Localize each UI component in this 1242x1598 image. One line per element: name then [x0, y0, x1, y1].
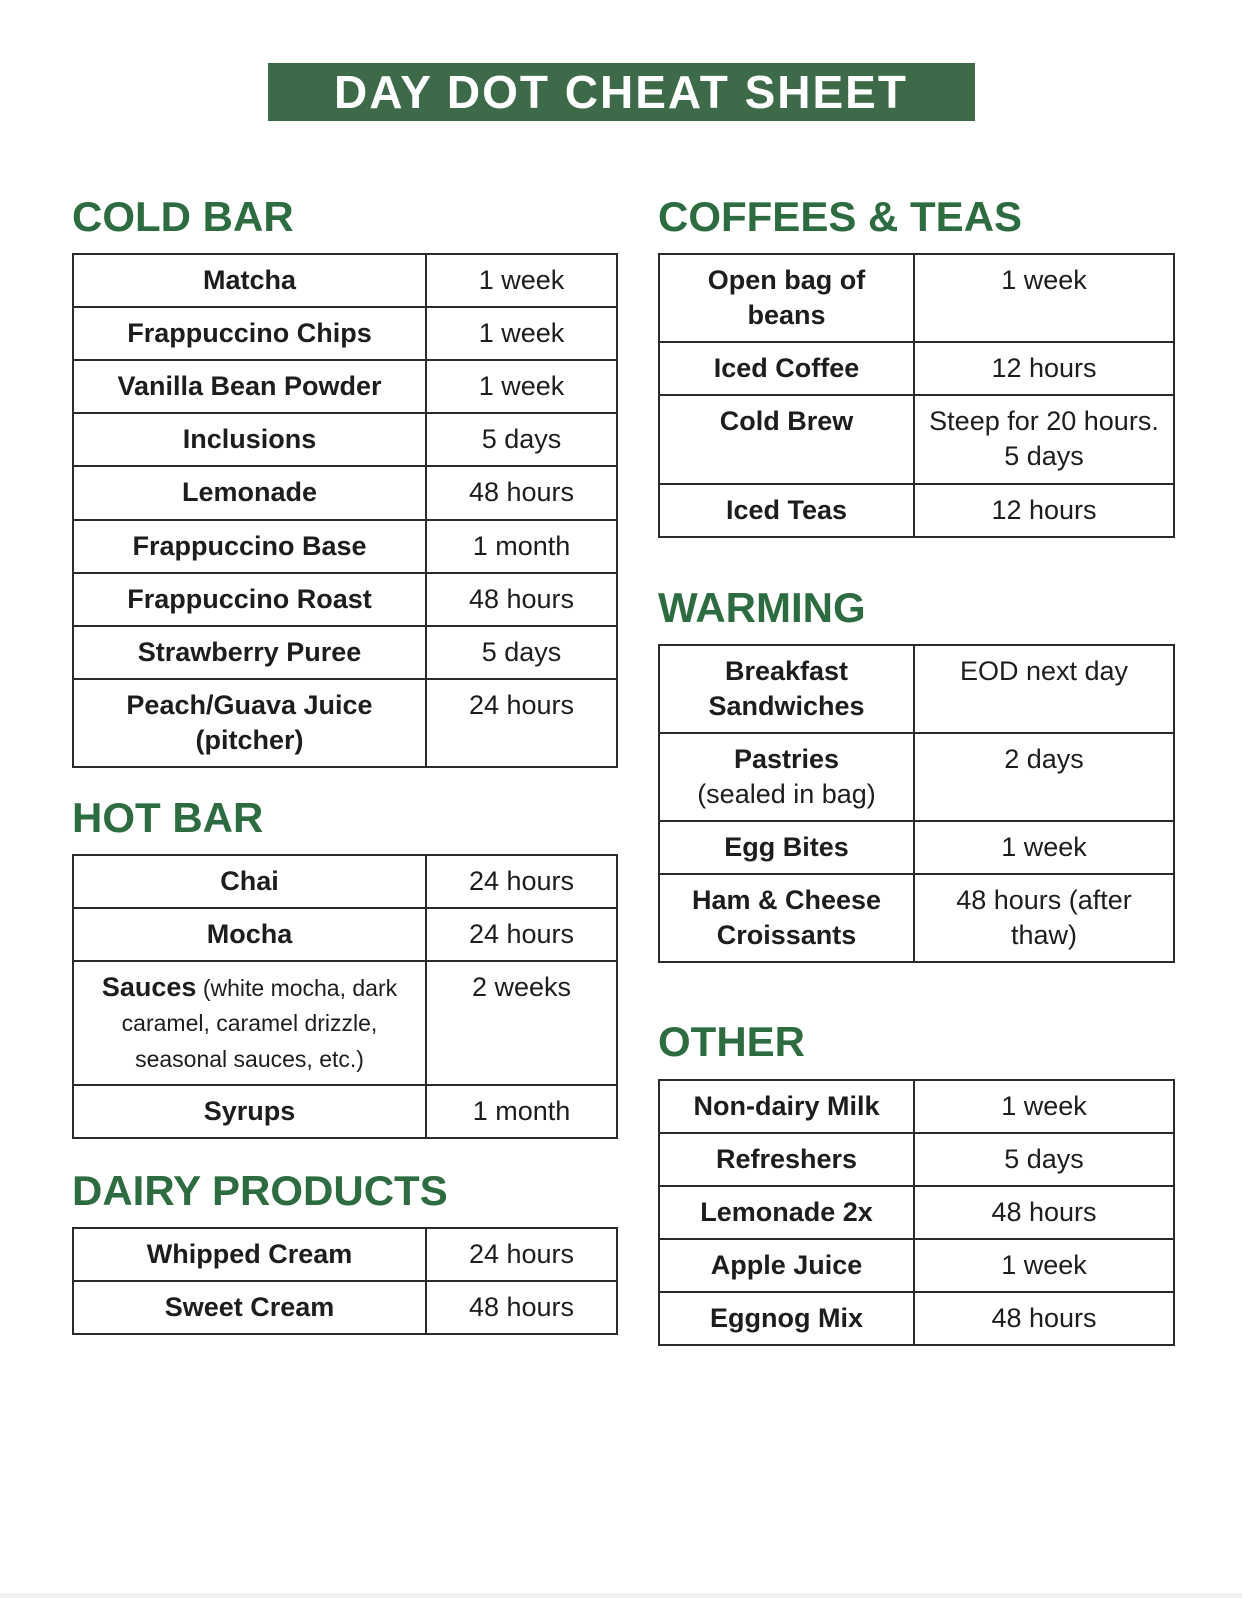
item-label: Cold Brew [659, 395, 914, 483]
right-column [658, 195, 1175, 1346]
table-cold-bar [72, 253, 618, 768]
table-row [659, 1186, 1174, 1239]
table-row [73, 679, 617, 767]
table-row [659, 733, 1174, 821]
item-value: 48 hours [426, 466, 617, 519]
item-label-bold: Pastries [733, 743, 840, 774]
item-label [659, 733, 914, 821]
item-label: Inclusions [73, 413, 426, 466]
item-value: EOD next day [914, 645, 1174, 733]
page-title: DAY DOT CHEAT SHEET [334, 66, 908, 118]
item-label: Non-dairy Milk [659, 1080, 914, 1133]
table-row [73, 360, 617, 413]
item-value: 1 week [426, 307, 617, 360]
item-label: Mocha [73, 908, 426, 961]
item-value: 1 week [914, 1080, 1174, 1133]
page-bottom-edge [0, 1593, 1242, 1598]
table-dairy-products [72, 1227, 618, 1335]
table-row [659, 395, 1174, 483]
item-value: 5 days [426, 626, 617, 679]
item-value: 48 hours [914, 1292, 1174, 1345]
item-value: 1 week [914, 254, 1174, 342]
item-label-note: (white mocha, dark caramel, caramel drizzle, seasonal sauces, etc.) [121, 975, 398, 1072]
item-value: 2 weeks [426, 961, 617, 1084]
item-label: Iced Teas [659, 484, 914, 537]
item-value: 1 week [426, 254, 617, 307]
item-label: Frappuccino Chips [73, 307, 426, 360]
item-value: 48 hours [914, 1186, 1174, 1239]
item-label: Whipped Cream [73, 1228, 426, 1281]
item-label: Vanilla Bean Powder [73, 360, 426, 413]
item-value: 12 hours [914, 484, 1174, 537]
table-row [73, 413, 617, 466]
item-label: Eggnog Mix [659, 1292, 914, 1345]
item-label: Strawberry Puree [73, 626, 426, 679]
table-row [659, 484, 1174, 537]
item-value: 2 days [914, 733, 1174, 821]
item-label: Egg Bites [659, 821, 914, 874]
item-label: Frappuccino Roast [73, 573, 426, 626]
table-row [659, 254, 1174, 342]
table-warming [658, 644, 1175, 964]
item-value: 24 hours [426, 855, 617, 908]
item-label: Lemonade [73, 466, 426, 519]
item-value: 24 hours [426, 679, 617, 767]
left-column [72, 195, 618, 1335]
item-label: Sweet Cream [73, 1281, 426, 1334]
table-row [659, 342, 1174, 395]
item-value: 1 month [426, 520, 617, 573]
item-label: Lemonade 2x [659, 1186, 914, 1239]
table-row [659, 1080, 1174, 1133]
table-row [73, 573, 617, 626]
table-row [73, 1228, 617, 1281]
table-other [658, 1079, 1175, 1346]
item-value: 1 week [914, 821, 1174, 874]
item-value: 5 days [914, 1133, 1174, 1186]
item-label: Frappuccino Base [73, 520, 426, 573]
table-coffees-teas [658, 253, 1175, 538]
table-row [73, 307, 617, 360]
table-row [73, 908, 617, 961]
item-label-bold: Sauces [101, 972, 197, 1003]
section-heading-dairy-products: DAIRY PRODUCTS [72, 1166, 448, 1214]
item-label: Iced Coffee [659, 342, 914, 395]
table-row [659, 1133, 1174, 1186]
table-row [73, 254, 617, 307]
table-row [73, 855, 617, 908]
section-heading-coffees-teas: COFFEES & TEAS [658, 193, 1023, 240]
table-row [73, 961, 617, 1084]
table-row [73, 1085, 617, 1138]
item-label-note: (sealed in bag) [697, 779, 876, 810]
item-label: Open bag of beans [659, 254, 914, 342]
item-label: Ham & Cheese Croissants [659, 874, 914, 962]
section-heading-warming: WARMING [658, 583, 866, 631]
item-value: 5 days [426, 413, 617, 466]
item-value: Steep for 20 hours. 5 days [914, 395, 1174, 483]
table-row [73, 520, 617, 573]
item-label: Refreshers [659, 1133, 914, 1186]
table-row [73, 466, 617, 519]
page-title-banner [268, 63, 975, 121]
item-label: Apple Juice [659, 1239, 914, 1292]
table-row [659, 874, 1174, 962]
item-value: 24 hours [426, 908, 617, 961]
item-value: 1 week [914, 1239, 1174, 1292]
content-columns [72, 195, 1242, 1346]
item-label: Peach/Guava Juice (pitcher) [73, 679, 426, 767]
section-heading-other: OTHER [658, 1018, 805, 1066]
item-value: 1 month [426, 1085, 617, 1138]
section-heading-hot-bar: HOT BAR [72, 794, 264, 842]
item-value: 48 hours (after thaw) [914, 874, 1174, 962]
section-heading-cold-bar: COLD BAR [72, 193, 294, 240]
table-row [659, 1292, 1174, 1345]
table-row [73, 1281, 617, 1334]
item-value: 48 hours [426, 573, 617, 626]
item-label: Matcha [73, 254, 426, 307]
item-value: 48 hours [426, 1281, 617, 1334]
table-hot-bar [72, 854, 618, 1139]
item-label [73, 961, 426, 1084]
item-label: Chai [73, 855, 426, 908]
item-value: 24 hours [426, 1228, 617, 1281]
item-label: Syrups [73, 1085, 426, 1138]
item-value: 1 week [426, 360, 617, 413]
item-value: 12 hours [914, 342, 1174, 395]
item-label: Breakfast Sandwiches [659, 645, 914, 733]
table-row [73, 626, 617, 679]
table-row [659, 1239, 1174, 1292]
table-row [659, 645, 1174, 733]
table-row [659, 821, 1174, 874]
